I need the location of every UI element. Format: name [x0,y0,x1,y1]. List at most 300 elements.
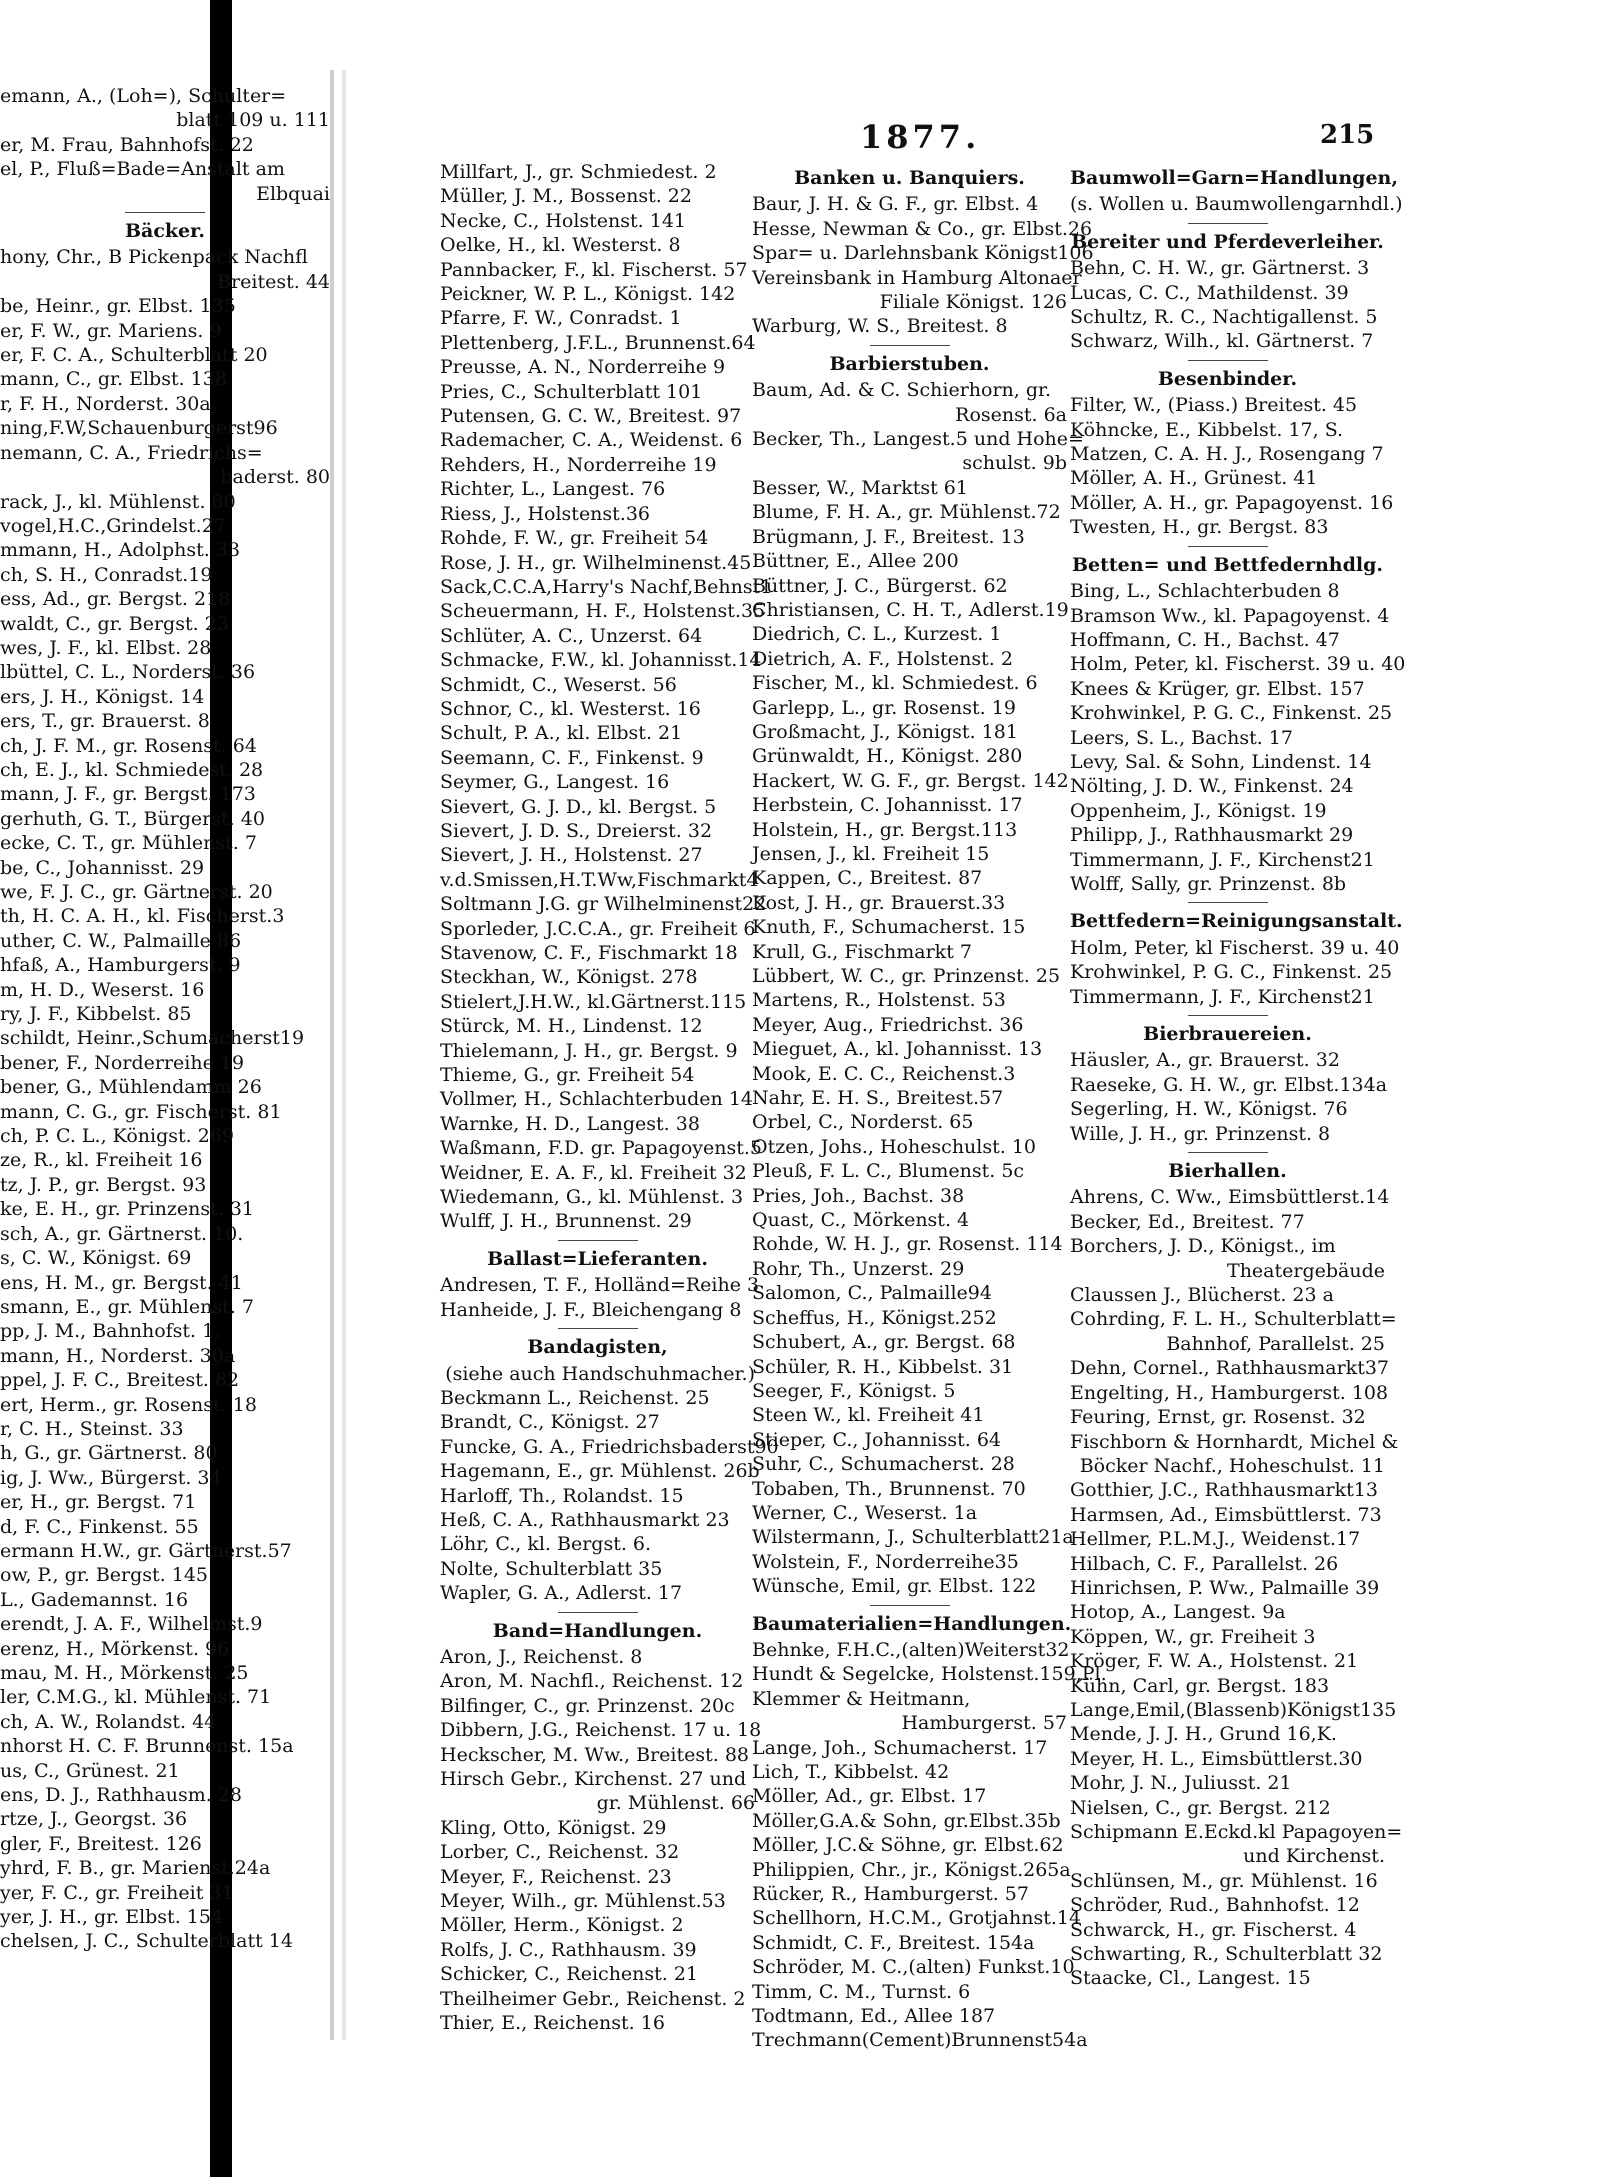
directory-entry: rtze, J., Georgst. 36 [0,1808,188,1831]
section-divider [558,1612,638,1613]
directory-entry: Kappen, C., Breitest. 87 [752,867,983,890]
directory-entry: Brügmann, J. F., Breitest. 13 [752,525,1025,548]
directory-entry: Holstein, H., gr. Bergst.113 [752,818,1018,841]
directory-entry: waldt, C., gr. Bergst. 23 [0,612,229,635]
section-heading: Baumwoll=Garn=Handlungen, [1070,167,1398,189]
directory-entry: Rohr, Th., Unzerst. 29 [752,1257,965,1280]
entry-continuation: und Kirchenst. [1243,1845,1385,1868]
entry-continuation: Theatergebäude [1227,1259,1385,1282]
directory-entry: Bramson Ww., kl. Papagoyenst. 4 [1070,604,1390,627]
directory-entry: Brandt, C., Königst. 27 [440,1411,660,1434]
directory-entry: ch, S. H., Conradst.19 [0,563,213,586]
directory-entry: mmann, H., Adolphst. 33 [0,539,241,562]
directory-entry: Mook, E. C. C., Reichenst.3 [752,1062,1016,1085]
section-heading: Banken u. Banquiers. [794,167,1025,189]
entry-continuation: Filiale Königst. 126 [879,291,1067,314]
directory-entry: Orbel, C., Norderst. 65 [752,1111,974,1134]
directory-entry: hony, Chr., B Pickenpack Nachfl [0,246,308,269]
directory-entry: Peickner, W. P. L., Königst. 142 [440,283,736,306]
section-divider [558,1240,638,1241]
directory-entry: Stieper, C., Johannisst. 64 [752,1428,1001,1451]
directory-entry: Hagemann, E., gr. Mühlenst. 26b [440,1460,760,1483]
directory-entry: ke, E. H., gr. Prinzenst. 31 [0,1198,255,1221]
directory-entry: Kost, J. H., gr. Brauerst.33 [752,891,1006,914]
directory-entry: ning,F.W,Schauenburgerst96 [0,417,278,440]
section-heading: Bierhallen. [1168,1160,1287,1183]
directory-entry: Meyer, Aug., Friedrichst. 36 [752,1013,1024,1036]
section-heading: Bierbrauereien. [1143,1023,1312,1045]
directory-entry: Rohde, F. W., gr. Freiheit 54 [440,527,709,550]
directory-entry: er, F. W., gr. Mariens. 9 [0,319,222,342]
directory-entry: nhorst H. C. F. Brunnenst. 15a [0,1735,294,1758]
section-heading: Ballast=Lieferanten. [487,1247,708,1270]
directory-entry: ers, T., gr. Brauerst. 8 [0,710,210,733]
directory-entry: Möller, A. H., Grünest. 41 [1070,467,1318,490]
section-divider [1188,1152,1268,1153]
entry-continuation: Bahnhof, Parallelst. 25 [1166,1332,1385,1355]
directory-column-left-fragment [0,84,330,1954]
directory-entry: Pfarre, F. W., Conradst. 1 [440,307,682,330]
directory-entry: Rose, J. H., gr. Wilhelminenst.45 [440,551,752,574]
directory-entry: Hackert, W. G. F., gr. Bergst. 142 [752,769,1069,792]
directory-entry: ermann H.W., gr. Gärtnerst.57 [0,1539,292,1562]
directory-entry: Stielert,J.H.W., kl.Gärtnerst.115 [440,990,747,1013]
directory-entry: Nolte, Schulterblatt 35 [440,1557,663,1580]
directory-entry: Lich, T., Kibbelst. 42 [752,1761,950,1783]
entry-continuation: Elbquai [256,182,330,205]
directory-entry: Levy, Sal. & Sohn, Lindenst. 14 [1070,750,1372,773]
directory-entry: Seymer, G., Langest. 16 [440,771,670,794]
directory-entry: v.d.Smissen,H.T.Ww,Fischmarkt4 [440,868,759,891]
page-year: 1877. [860,118,981,156]
directory-entry: Seeger, F., Königst. 5 [752,1379,956,1402]
section-divider [1188,1015,1268,1016]
directory-entry: Cohrding, F. L. H., Schulterblatt= [1070,1308,1397,1331]
directory-entry: Schult, P. A., kl. Elbst. 21 [440,722,683,745]
directory-entry: Hoffmann, C. H., Bachst. 47 [1070,628,1340,651]
directory-entry: Klemmer & Heitmann, [752,1687,971,1710]
directory-entry: Hellmer, P.L.M.J., Weidenst.17 [1070,1528,1361,1551]
directory-entry: Aron, J., Reichenst. 8 [440,1645,643,1668]
directory-entry: Beckmann L., Reichenst. 25 [440,1386,710,1409]
directory-column-3 [1070,160,1406,1991]
directory-entry: Pannbacker, F., kl. Fischerst. 57 [440,258,748,281]
directory-entry: Vereinsbank in Hamburg Altonaer [752,266,1082,289]
directory-entry: Schlünsen, M., gr. Mühlenst. 16 [1070,1869,1378,1892]
directory-entry: uther, C. W., Palmaille 86 [0,929,242,952]
directory-entry: Besser, W., Marktst 61 [752,476,968,499]
section-heading: Bandagisten, [527,1336,668,1359]
directory-entry: Oelke, H., kl. Westerst. 8 [440,234,681,257]
directory-entry: ens, H. M., gr. Bergst. 41 [0,1271,243,1294]
directory-entry: Becker, Th., Langest.5 und Hohe= [752,428,1084,451]
directory-entry: Wünsche, Emil, gr. Elbst. 122 [752,1575,1037,1598]
directory-entry: Lorber, C., Reichenst. 32 [440,1841,680,1864]
directory-entry: schildt, Heinr.,Schumacherst19 [0,1027,305,1050]
directory-column-2 [752,160,1107,2053]
directory-entry: Meyer, H. L., Eimsbüttlerst.30 [1070,1747,1363,1770]
directory-entry: Köppen, W., gr. Freiheit 3 [1070,1625,1316,1648]
directory-entry: Necke, C., Holstenst. 141 [440,209,687,232]
directory-entry: Wiedemann, G., kl. Mühlenst. 3 [440,1186,744,1209]
directory-entry: Philipp, J., Rathhausmarkt 29 [1070,824,1354,847]
directory-entry: Mende, J. J. H., Grund 16,K. [1070,1723,1337,1746]
directory-entry: Wille, J. H., gr. Prinzenst. 8 [1070,1122,1331,1145]
directory-entry: Dibbern, J.G., Reichenst. 17 u. 18 [440,1719,762,1742]
page-number: 215 [1320,120,1375,150]
directory-entry: Pries, C., Schulterblatt 101 [440,380,703,403]
directory-entry: Harloff, Th., Rolandst. 15 [440,1484,684,1507]
directory-entry: Thier, E., Reichenst. 16 [440,2012,665,2035]
directory-entry: Oppenheim, J., Königst. 19 [1070,799,1327,822]
entry-continuation: baderst. 80 [220,466,330,489]
directory-entry: Lübbert, W. C., gr. Prinzenst. 25 [752,965,1061,987]
directory-entry: Werner, C., Weserst. 1a [752,1501,978,1524]
directory-entry: Nielsen, C., gr. Bergst. 212 [1070,1796,1331,1819]
directory-entry: Putensen, G. C. W., Breitest. 97 [440,405,742,428]
directory-entry: Hinrichsen, P. Ww., Palmaille 39 [1070,1576,1380,1599]
section-heading: Barbierstuben. [829,352,990,375]
directory-entry: Twesten, H., gr. Bergst. 83 [1070,516,1329,539]
directory-entry: Filter, W., (Piass.) Breitest. 45 [1070,394,1358,417]
directory-entry: Plettenberg, J.F.L., Brunnenst.64 [440,331,756,354]
directory-entry: Stavenow, C. F., Fischmarkt 18 [440,942,738,964]
directory-entry: ppel, J. F. C., Breitest. 82 [0,1369,240,1392]
page-gutter-edge [342,70,346,2040]
directory-entry: Hilbach, C. F., Parallelst. 26 [1070,1552,1339,1575]
directory-entry: Mohr, J. N., Juliusst. 21 [1070,1772,1292,1795]
directory-entry: Knuth, F., Schumacherst. 15 [752,916,1026,939]
section-divider [870,1605,950,1606]
directory-entry: Rücker, R., Hamburgerst. 57 [752,1883,1029,1906]
entry-continuation: Böcker Nachf., Hoheschulst. 11 [1079,1454,1385,1477]
directory-entry: Nölting, J. D. W., Finkenst. 24 [1070,775,1354,798]
directory-entry: Philippien, Chr., jr., Königst.265a [752,1858,1071,1881]
entry-continuation: Breitest. 44 [217,270,330,293]
directory-entry: Wapler, G. A., Adlerst. 17 [440,1582,683,1605]
directory-entry: Soltmann J.G. gr Wilhelminenst22 [440,893,767,916]
directory-entry: Schicker, C., Reichenst. 21 [440,1963,699,1986]
directory-column-1 [440,160,779,2035]
directory-entry: Bilfinger, C., gr. Prinzenst. 20c [440,1694,735,1717]
directory-entry: h, G., gr. Gärtnerst. 80 [0,1442,218,1465]
directory-entry: Pries, Joh., Bachst. 38 [752,1184,965,1207]
directory-entry: wes, J. F., kl. Elbst. 28 [0,636,212,659]
directory-entry: mau, M. H., Mörkenst. 25 [0,1662,249,1684]
directory-entry: Andresen, T. F., Holländ=Reihe 3 [440,1274,760,1297]
directory-entry: Harmsen, Ad., Eimsbüttlerst. 73 [1070,1503,1382,1526]
directory-entry: Aron, M. Nachfl., Reichenst. 12 [440,1670,744,1693]
directory-entry: Schnor, C., kl. Westerst. 16 [440,697,701,720]
directory-entry: Jensen, J., kl. Freiheit 15 [752,842,990,865]
directory-entry: m, H. D., Weserst. 16 [0,978,205,1001]
directory-entry: Tobaben, Th., Brunnenst. 70 [752,1477,1026,1500]
directory-entry: Waßmann, F.D. gr. Papagoyenst.5 [440,1137,763,1160]
directory-entry: Timmermann, J. F., Kirchenst21 [1070,848,1375,871]
directory-entry: Sievert, J. H., Holstenst. 27 [440,844,703,867]
directory-entry: Vollmer, H., Schlachterbuden 14 [440,1088,753,1111]
directory-entry: Martens, R., Holstenst. 53 [752,989,1006,1012]
directory-entry: Schlüter, A. C., Unzerst. 64 [440,624,703,647]
directory-entry: Holm, Peter, kl. Fischerst. 39 u. 40 [1070,653,1406,676]
directory-entry: th, H. C. A. H., kl. Fischerst.3 [0,905,285,928]
directory-entry: Hanheide, J. F., Bleichengang 8 [440,1298,742,1321]
directory-entry: tz, J. P., gr. Bergst. 93 [0,1173,207,1196]
directory-entry: Schmidt, C. F., Breitest. 154a [752,1931,1035,1954]
directory-entry: Möller, Herm., Königst. 2 [440,1914,684,1937]
directory-entry: Warnke, H. D., Langest. 38 [440,1112,700,1135]
directory-entry: Heß, C. A., Rathhausmarkt 23 [440,1508,730,1531]
directory-entry: Borchers, J. D., Königst., im [1070,1235,1336,1258]
directory-entry: Schubert, A., gr. Bergst. 68 [752,1331,1016,1354]
directory-entry: Feuring, Ernst, gr. Rosenst. 32 [1070,1406,1366,1429]
directory-entry: Nahr, E. H. S., Breitest.57 [752,1087,1004,1110]
directory-entry: ecke, C. T., gr. Mühlenst. 7 [0,832,257,855]
directory-entry: us, C., Grünest. 21 [0,1759,180,1782]
directory-entry: ers, J. H., Königst. 14 [0,685,205,708]
page-gutter-shadow [330,70,334,2040]
directory-entry: Preusse, A. N., Norderreihe 9 [440,356,726,379]
directory-entry: Baur, J. H. & G. F., gr. Elbst. 4 [752,193,1039,216]
directory-entry: Timmermann, J. F., Kirchenst21 [1070,985,1375,1008]
section-divider [125,212,205,213]
entry-continuation: Rosenst. 6a [955,403,1067,426]
directory-entry: Lange,Emil,(Blassenb)Königst135 [1070,1698,1397,1721]
directory-entry: chelsen, J. C., Schulterblatt 14 [0,1930,293,1953]
directory-entry: Schwarz, Wilh., kl. Gärtnerst. 7 [1070,330,1374,353]
directory-entry: Thielemann, J. H., gr. Bergst. 9 [440,1039,738,1062]
directory-entry: ler, C.M.G., kl. Mühlenst. 71 [0,1686,272,1709]
directory-entry: Steckhan, W., Königst. 278 [440,966,698,989]
directory-entry: sch, A., gr. Gärtnerst. 10. [0,1222,244,1245]
directory-entry: Garlepp, L., gr. Rosenst. 19 [752,696,1016,719]
section-heading: Baumaterialien=Handlungen. [752,1612,1072,1635]
directory-entry: Hundt & Segelcke, Holstenst.159,Pl. [752,1663,1107,1686]
directory-entry: Schwarck, H., gr. Fischerst. 4 [1070,1918,1357,1941]
directory-entry: Wulff, J. H., Brunnenst. 29 [440,1210,692,1233]
directory-entry: Warburg, W. S., Breitest. 8 [752,315,1008,338]
directory-entry: Krull, G., Fischmarkt 7 [752,940,972,963]
directory-entry: ch, J. F. M., gr. Rosenst. 64 [0,734,257,757]
directory-entry: Millfart, J., gr. Schmiedest. 2 [440,161,717,183]
directory-entry: Baum, Ad. & C. Schierhorn, gr. [752,379,1052,402]
directory-entry: Büttner, E., Allee 200 [752,550,959,573]
directory-entry: Behnke, F.H.C.,(alten)Weiterst32 [752,1638,1070,1661]
directory-entry: mann, C., gr. Elbst. 138 [0,368,227,391]
directory-entry: yhrd, F. B., gr. Marienst.24a [0,1857,271,1880]
directory-entry: hfaß, A., Hamburgerst. 9 [0,954,241,977]
directory-entry: Salomon, C., Palmaille94 [752,1282,992,1305]
directory-entry: Suhr, C., Schumacherst. 28 [752,1453,1015,1476]
directory-entry: ig, J. Ww., Bürgerst. 34 [0,1466,222,1489]
directory-entry: Hirsch Gebr., Kirchenst. 27 und [440,1768,747,1790]
entry-continuation: gr. Mühlenst. 66 [596,1792,755,1815]
directory-entry: pp, J. M., Bahnhofst. 1. [0,1320,221,1343]
directory-entry: vogel,H.C.,Grindelst.27 [0,514,226,537]
directory-entry: Sievert, J. D. S., Dreierst. 32 [440,819,713,842]
directory-entry: Kling, Otto, Königst. 29 [440,1816,667,1839]
directory-entry: Krohwinkel, P. G. C., Finkenst. 25 [1070,702,1393,725]
directory-entry: Otzen, Johs., Hoheschulst. 10 [752,1135,1037,1158]
directory-entry: Dietrich, A. F., Holstenst. 2 [752,647,1013,670]
directory-entry: Müller, J. M., Bossenst. 22 [440,185,692,208]
directory-entry: Scheffus, H., Königst.252 [752,1306,997,1329]
directory-entry: we, F. J. C., gr. Gärtnerst. 20 [0,881,273,903]
directory-entry: Blume, F. H. A., gr. Mühlenst.72 [752,501,1061,524]
directory-entry: Behn, C. H. W., gr. Gärtnerst. 3 [1070,257,1370,280]
section-heading: Bereiter und Pferdeverleiher. [1071,230,1384,253]
directory-entry: yer, F. C., gr. Freiheit 31 [0,1881,234,1904]
directory-entry: Hotop, A., Langest. 9a [1070,1601,1286,1624]
directory-entry: Dehn, Cornel., Rathhausmarkt37 [1070,1357,1390,1380]
entry-continuation: schulst. 9b [962,452,1067,475]
directory-entry: L., Gademannst. 16 [0,1588,189,1611]
directory-entry: Schwarting, R., Schulterblatt 32 [1070,1943,1383,1966]
directory-entry: ry, J. F., Kibbelst. 85 [0,1003,192,1026]
directory-entry: Wilstermann, J., Schulterblatt21a [752,1526,1074,1549]
directory-entry: Kröger, F. W. A., Holstenst. 21 [1070,1650,1359,1673]
section-heading: Bettfedern=Reinigungsanstalt. [1070,910,1403,933]
directory-entry: Claussen J., Blücherst. 23 a [1070,1284,1334,1307]
directory-entry: s, C. W., Königst. 69 [0,1247,192,1270]
directory-entry: bener, F., Norderreihe 19 [0,1051,245,1074]
directory-entry: Riess, J., Holstenst.36 [440,502,651,525]
entry-continuation: (siehe auch Handschuhmacher.) [445,1362,755,1385]
directory-entry: Grünwaldt, H., Königst. 280 [752,745,1023,768]
directory-entry: Staacke, Cl., Langest. 15 [1070,1967,1311,1990]
directory-entry: gler, F., Breitest. 126 [0,1832,202,1855]
directory-entry: Büttner, J. C., Bürgerst. 62 [752,574,1008,597]
directory-entry: bener, G., Mühlendamm 26 [0,1076,262,1099]
directory-entry: Wolff, Sally, gr. Prinzenst. 8b [1070,872,1347,895]
directory-entry: Möller,G.A.& Sohn, gr.Elbst.35b [752,1809,1061,1832]
directory-entry: Schipmann E.Eckd.kl Papagoyen= [1070,1821,1403,1843]
section-divider [1188,360,1268,361]
directory-entry: Schmidt, C., Weserst. 56 [440,673,677,696]
directory-entry: Holm, Peter, kl Fischerst. 39 u. 40 [1070,936,1400,959]
directory-entry: Krohwinkel, P. G. C., Finkenst. 25 [1070,961,1393,984]
directory-entry: r, F. H., Norderst. 30a [0,392,211,415]
directory-entry: Rolfs, J. C., Rathhausm. 39 [440,1938,697,1961]
directory-entry: Seemann, C. F., Finkenst. 9 [440,746,704,769]
directory-entry: Theilheimer Gebr., Reichenst. 2 [440,1987,746,2010]
directory-entry: Schultz, R. C., Nachtigallenst. 5 [1070,306,1378,329]
directory-entry: Köhncke, E., Kibbelst. 17, S. [1070,418,1344,441]
directory-entry: Richter, L., Langest. 76 [440,478,666,501]
section-divider [1188,902,1268,903]
directory-entry: yer, J. H., gr. Elbst. 154 [0,1906,224,1929]
directory-entry: Bing, L., Schlachterbuden 8 [1070,580,1340,603]
section-divider [1188,223,1268,224]
directory-entry: Ahrens, C. Ww., Eimsbüttlerst.14 [1070,1186,1390,1209]
section-divider [1188,546,1268,547]
directory-entry: Fischer, M., kl. Schmiedest. 6 [752,672,1038,695]
directory-entry: Häusler, A., gr. Brauerst. 32 [1070,1049,1340,1072]
directory-entry: Sack,C.C.A,Harry's Nachf,Behnst1 [440,575,773,598]
directory-entry: Knees & Krüger, gr. Elbst. 157 [1070,677,1365,700]
section-heading: Bäcker. [124,220,206,243]
directory-entry: Schmacke, F.W., kl. Johannisst.14 [440,649,762,672]
directory-entry: Möller, J.C.& Söhne, gr. Elbst.62 [752,1834,1064,1857]
directory-entry: ch, E. J., kl. Schmiedest. 28 [0,758,264,781]
directory-entry: Todtmann, Ed., Allee 187 [752,2005,996,2028]
directory-entry: er, H., gr. Bergst. 71 [0,1491,197,1514]
directory-entry: Spar= u. Darlehnsbank Königst106 [752,242,1094,265]
directory-entry: Becker, Ed., Breitest. 77 [1070,1210,1305,1233]
directory-entry: Meyer, F., Reichenst. 23 [440,1865,672,1888]
section-heading: Betten= und Bettfedernhdlg. [1071,553,1384,576]
directory-entry: Wolstein, F., Norderreihe35 [752,1550,1019,1573]
directory-entry: Diedrich, C. L., Kurzest. 1 [752,623,1002,646]
directory-entry: Segerling, H. W., Königst. 76 [1070,1098,1348,1121]
directory-entry: Christiansen, C. H. T., Adlerst.19 [752,598,1069,621]
directory-entry: ch, A. W., Rolandst. 44 [0,1710,217,1733]
directory-entry: Löhr, C., kl. Bergst. 6. [440,1533,652,1556]
directory-entry: Schröder, Rud., Bahnhofst. 12 [1070,1894,1360,1917]
directory-entry: emann, A., (Loh=), Schulter= [0,85,287,107]
directory-entry: Herbstein, C. Johannisst. 17 [752,794,1023,817]
directory-entry: erenz, H., Mörkenst. 96 [0,1637,230,1660]
directory-entry: Stürck, M. H., Lindenst. 12 [440,1015,703,1038]
entry-continuation: (s. Wollen u. Baumwollengarnhdl.) [1070,193,1403,216]
directory-entry: d, F. C., Finkenst. 55 [0,1515,199,1538]
directory-entry: gerhuth, G. T., Bürgerst. 40 [0,807,265,830]
directory-entry: r, C. H., Steinst. 33 [0,1417,184,1440]
directory-entry: be, C., Johannisst. 29 [0,856,205,879]
directory-entry: Funcke, G. A., Friedrichsbaderst90 [440,1435,779,1458]
directory-entry: Meyer, Wilh., gr. Mühlenst.53 [440,1890,726,1913]
directory-entry: Leers, S. L., Bachst. 17 [1070,726,1293,749]
directory-entry: Mieguet, A., kl. Johannisst. 13 [752,1038,1043,1061]
directory-entry: be, Heinr., gr. Elbst. 135 [0,295,236,318]
directory-entry: rack, J., kl. Mühlenst. 80 [0,490,236,513]
directory-entry: ert, Herm., gr. Rosenst. 18 [0,1393,257,1416]
section-divider [558,1328,638,1329]
entry-continuation: Hamburgerst. 57 [901,1712,1067,1735]
directory-entry: Trechmann(Cement)Brunnenst54a [752,2029,1088,2052]
directory-entry: Möller, A. H., gr. Papagoyenst. 16 [1070,491,1394,514]
directory-entry: er, F. C. A., Schulterblatt 20 [0,344,268,367]
directory-entry: Raeseke, G. H. W., gr. Elbst.134a [1070,1073,1388,1096]
directory-entry: er, M. Frau, Bahnhofst. 22 [0,133,254,156]
directory-entry: ch, P. C. L., Königst. 269 [0,1125,234,1148]
directory-entry: Steen W., kl. Freiheit 41 [752,1404,985,1427]
directory-entry: ess, Ad., gr. Bergst. 218 [0,588,231,611]
directory-entry: mann, C. G., gr. Fischerst. 81 [0,1100,282,1123]
directory-entry: Heckscher, M. Ww., Breitest. 88 [440,1743,749,1766]
directory-entry: Timm, C. M., Turnst. 6 [752,1980,971,2003]
directory-entry: Sporleder, J.C.C.A., gr. Freiheit 6 [440,917,756,940]
directory-entry: nemann, C. A., Friedrichs= [0,441,263,464]
directory-entry: Rademacher, C. A., Weidenst. 6 [440,429,743,452]
directory-entry: mann, J. F., gr. Bergst. 173 [0,783,256,806]
directory-entry: ze, R., kl. Freiheit 16 [0,1149,203,1172]
directory-entry: Weidner, E. A. F., kl. Freiheit 32 [440,1161,747,1184]
directory-entry: Rehders, H., Norderreihe 19 [440,453,717,476]
directory-entry: Rohde, W. H. J., gr. Rosenst. 114 [752,1233,1063,1256]
directory-entry: erendt, J. A. F., Wilhelmst.9 [0,1613,263,1636]
directory-entry: Lange, Joh., Schumacherst. 17 [752,1736,1048,1759]
directory-entry: Möller, Ad., gr. Elbst. 17 [752,1785,987,1808]
directory-entry: Lucas, C. C., Mathildenst. 39 [1070,281,1349,304]
directory-entry: Schellhorn, H.C.M., Grotjahnst.14 [752,1907,1082,1930]
directory-entry: Gotthier, J.C., Rathhausmarkt13 [1070,1479,1378,1502]
directory-entry: Pleuß, F. L. C., Blumenst. 5c [752,1160,1025,1183]
directory-entry: mann, H., Norderst. 30a [0,1344,236,1367]
section-heading: Band=Handlungen. [492,1619,703,1642]
directory-entry: Schröder, M. C.,(alten) Funkst.10 [752,1956,1075,1979]
directory-entry: ens, D. J., Rathhausm. 28 [0,1784,242,1807]
